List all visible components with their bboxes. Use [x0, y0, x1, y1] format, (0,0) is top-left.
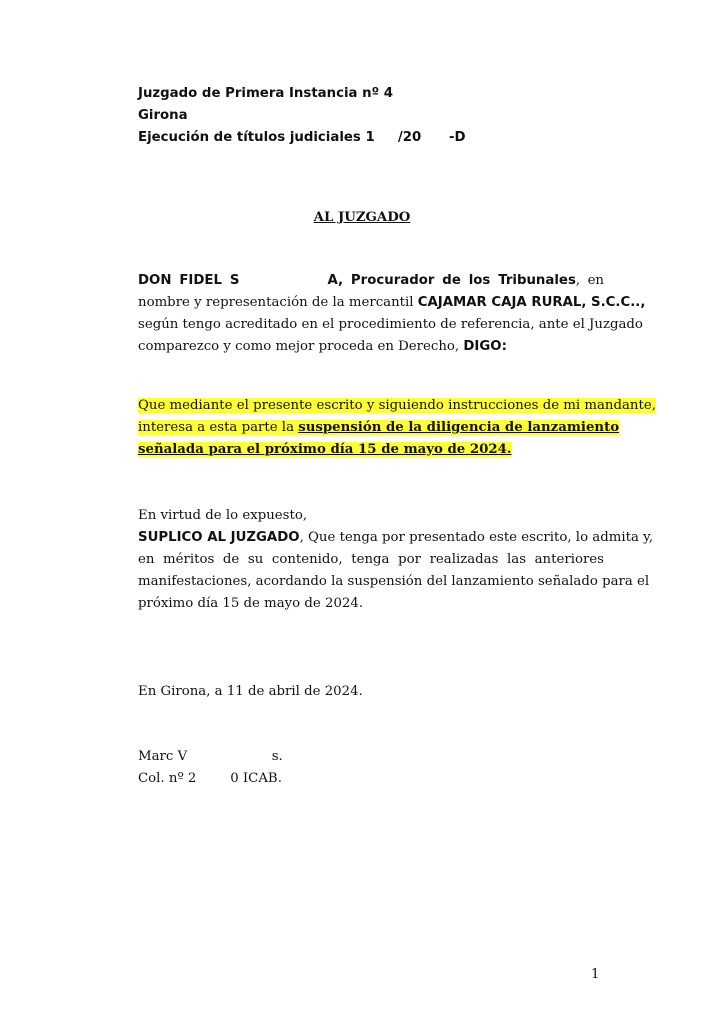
signature-block [138, 746, 604, 790]
date-highlight: señalada para el próximo día 15 de mayo de 2024. [138, 442, 512, 457]
intro-line-3: según tengo acreditado en el procedimiento de referencia, ante el Juzgado [138, 317, 643, 332]
supplication-line1-text: , Que tenga por presentado este escrito, lo admita y, [299, 530, 654, 545]
supplication-line-2: en méritos de su contenido, tenga por realizadas las anteriores [138, 552, 604, 567]
company-name: CAJAMAR CAJA RURAL, S.C.C.., [417, 295, 646, 310]
page-number: 1 [591, 967, 600, 982]
intro-line1-tail: , en [575, 273, 604, 288]
suspension-highlight: suspensión de la diligencia de lanzamiento [298, 420, 620, 435]
supplication-line-3: manifestaciones, acordando la suspensión del lanzamiento señalado para el [138, 574, 650, 589]
attorney-name-part1: DON FIDEL S [138, 273, 240, 288]
intro-line-1 [138, 270, 604, 292]
intro-line4-text: comparezco y como mejor proceda en Derecho, [138, 339, 464, 354]
intro-paragraph [138, 270, 646, 358]
intro-line2-text: nombre y representación de la mercantil [138, 295, 418, 310]
request-line1-text: Que mediante el presente escrito y siguiendo instrucciones de mi mandante, [138, 398, 656, 413]
request-line-1 [138, 395, 656, 417]
request-line-2 [138, 417, 620, 439]
attorney-name-part2: A, Procurador de los Tribunales [327, 273, 576, 288]
place-date-text: En Girona, a 11 de abril de 2024. [138, 684, 363, 699]
case-header [138, 83, 604, 149]
intro-line-2 [138, 292, 646, 314]
digo-label: DIGO: [463, 339, 507, 354]
supplication-line-1 [138, 527, 654, 549]
case-reference: Ejecución de títulos judiciales 1 /20 -D [138, 130, 466, 145]
supplication-paragraph [138, 527, 654, 615]
request-line-3 [138, 439, 604, 461]
intro-line-4 [138, 336, 604, 358]
request-paragraph [138, 395, 656, 461]
document-title: AL JUZGADO [313, 210, 411, 225]
signature-name: Marc V s. [138, 749, 283, 764]
court-city: Girona [138, 108, 188, 123]
court-name: Juzgado de Primera Instancia nº 4 [138, 86, 393, 101]
suplico-label: SUPLICO AL JUZGADO [138, 530, 300, 545]
supplication-line-4: próximo día 15 de mayo de 2024. [138, 596, 364, 611]
closing-intro [138, 505, 604, 527]
place-date [138, 681, 604, 703]
closing-intro-text: En virtud de lo expuesto, [138, 508, 308, 523]
request-line2-text: interesa a esta parte la [138, 420, 299, 435]
signature-college: Col. nº 2 0 ICAB. [138, 771, 282, 786]
